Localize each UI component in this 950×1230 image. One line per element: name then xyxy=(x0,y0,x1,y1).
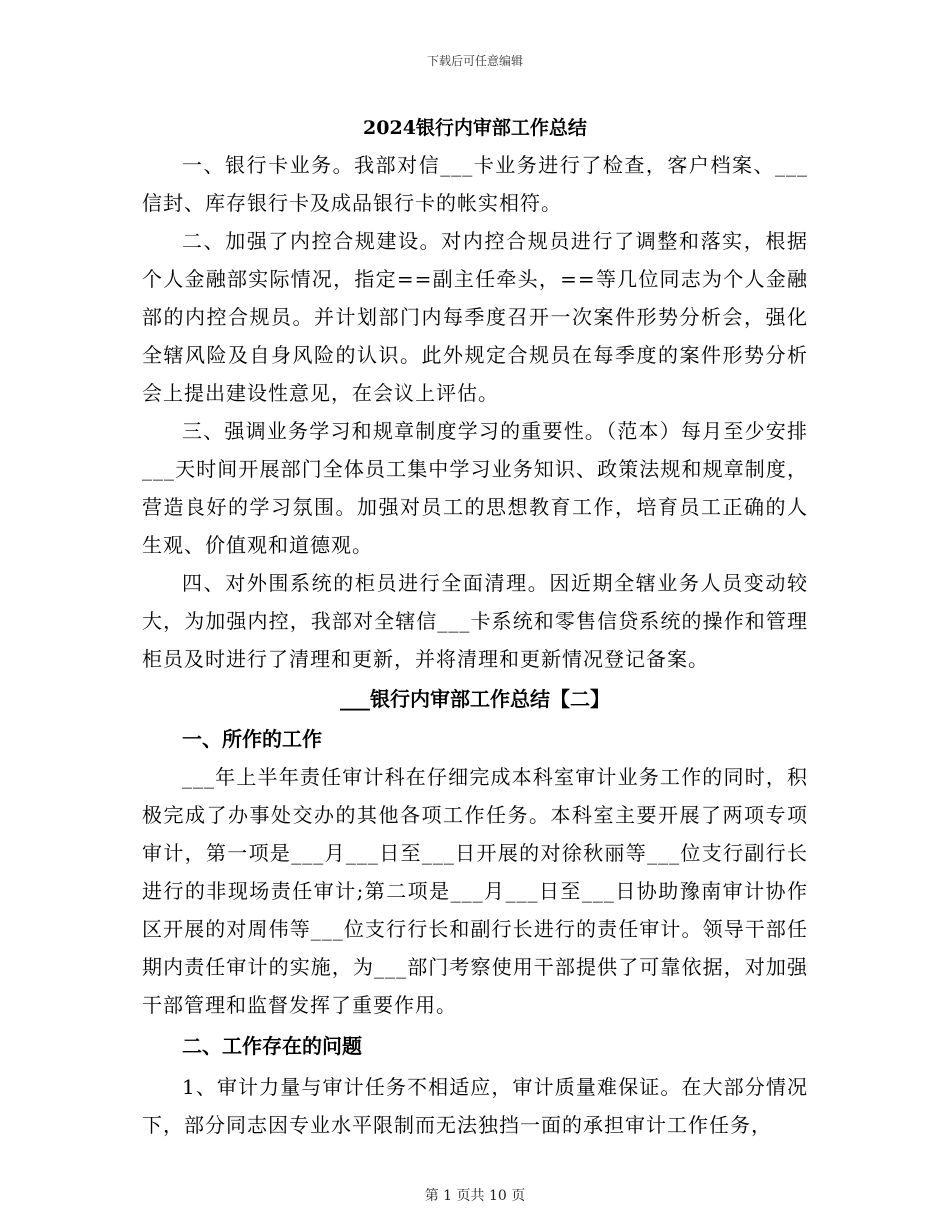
page-header: 下载后可任意编辑 xyxy=(426,54,523,68)
paragraph-internal-control: 二、加强了内控合规建设。对内控合规员进行了调整和落实，根据个人金融部实际情况，指定==副主任牵头，==等几位同志为个人金融部的内控合规员。并计划部门内每季度召开一次案件形势分析会，强化全辖风险及自身风险的认识。此外规定合规员在每季度的案件形势分析会上提出建设性意见，在会议上评估。 xyxy=(142,229,808,405)
document-title: 2024银行内审部工作总结 xyxy=(363,117,587,139)
paragraph-study: 三、强调业务学习和规章制度学习的重要性。（范本）每月至少安排___天时间开展部门全体员工集中学习业务知识、政策法规和规章制度，营造良好的学习氛围。加强对员工的思想教育工作，培育员工正确的人生观、价值观和道德观。 xyxy=(142,419,808,557)
page-footer: 第 1 页共 10 页 xyxy=(424,1188,526,1204)
heading-problems: 二、工作存在的问题 xyxy=(182,1034,362,1058)
paragraph-bank-card: 一、银行卡业务。我部对信___卡业务进行了检查，客户档案、___信封、库存银行卡及成品银行卡的帐实相符。 xyxy=(142,153,808,215)
paragraph-problems: 1、审计力量与审计任务不相适应，审计质量难保证。在大部分情况下，部分同志因专业水平限制而无法独挡一面的承担审计工作任务， xyxy=(142,1075,808,1137)
heading-work-done: 一、所作的工作 xyxy=(182,727,322,751)
section-title-2: ___银行内审部工作总结【二】 xyxy=(340,687,610,711)
document-body xyxy=(142,110,808,1144)
paragraph-teller-cleanup: 四、对外围系统的柜员进行全面清理。因近期全辖业务人员变动较大，为加强内控，我部对全辖信___卡系统和零售信贷系统的操作和管理柜员及时进行了清理和更新，并将清理和更新情况登记备案。 xyxy=(142,571,808,671)
paragraph-work-done: ___年上半年责任审计科在仔细完成本科室审计业务工作的同时，积极完成了办事处交办的其他各项工作任务。本科室主要开展了两项专项审计，第一项是___月___日至___日开展的对徐秋丽等___位支行副行长进行的非现场责任审计;第二项是___月___日至___日协助豫南审计协作区开展的对周伟等___位支行行长和副行长进行的责任审计。领导干部任期内责任审计的实施，为___部门考察使用干部提供了可靠依据，对加强干部管理和监督发挥了重要作用。 xyxy=(142,765,808,1017)
